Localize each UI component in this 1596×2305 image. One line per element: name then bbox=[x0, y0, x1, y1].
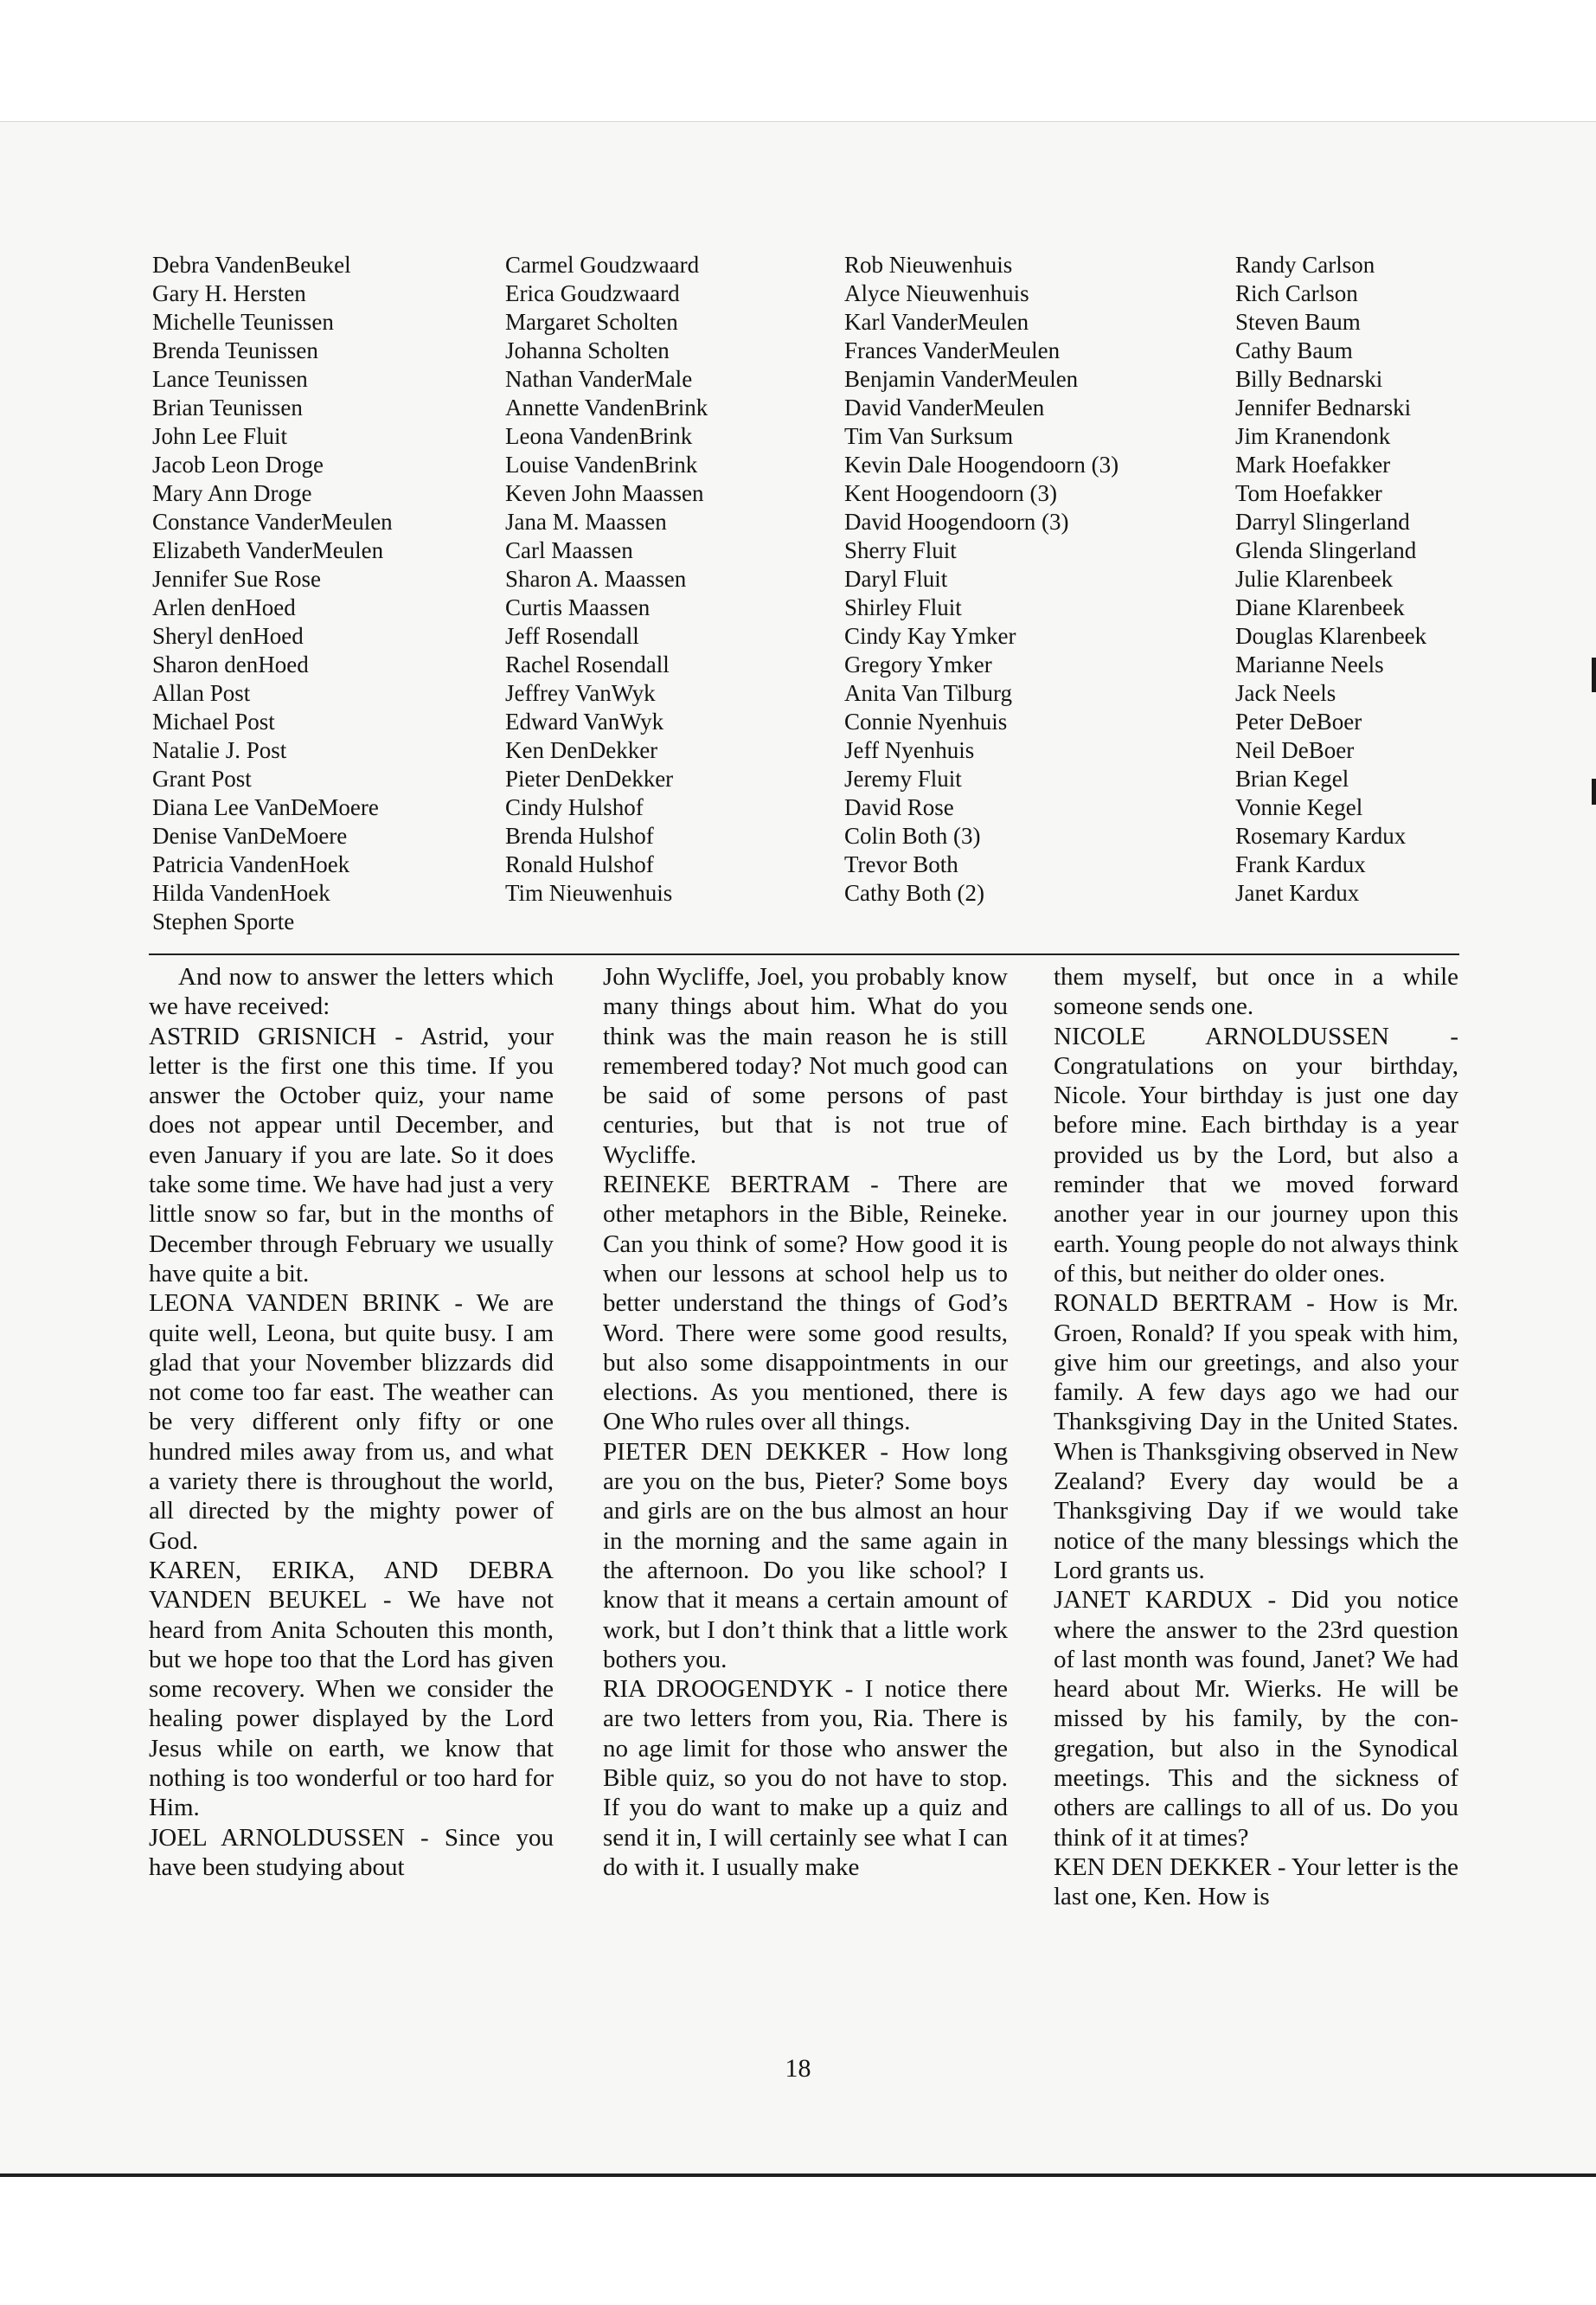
name-entry: Louise VandenBrink bbox=[505, 452, 698, 478]
name-entry: Hilda VandenHoek bbox=[152, 880, 330, 906]
name-entry: Elizabeth VanderMeulen bbox=[152, 537, 384, 563]
name-entry: Diana Lee VanDeMoere bbox=[152, 794, 379, 820]
name-entry: Randy Carlson bbox=[1235, 252, 1375, 278]
name-entry: Daryl Fluit bbox=[844, 566, 948, 592]
name-entry: Peter DeBoer bbox=[1235, 709, 1362, 735]
name-entry: Arlen denHoed bbox=[152, 594, 296, 620]
name-entry: Jennifer Sue Rose bbox=[152, 566, 321, 592]
name-entry: Sherry Fluit bbox=[844, 537, 957, 563]
name-entry: David Rose bbox=[844, 794, 954, 820]
name-entry: Mary Ann Droge bbox=[152, 480, 312, 506]
name-entry: Curtis Maassen bbox=[505, 594, 651, 620]
name-entry: Frank Kardux bbox=[1235, 851, 1366, 877]
name-entry: Trevor Both bbox=[844, 851, 958, 877]
name-entry: Patricia VandenHoek bbox=[152, 851, 350, 877]
name-entry: John Lee Fluit bbox=[152, 423, 287, 449]
name-entry: Ken DenDekker bbox=[505, 737, 658, 763]
letter-paragraph: them myself, but once in a while someone sends one. bbox=[1054, 963, 1458, 1021]
name-entry: Tim Van Surksum bbox=[844, 423, 1014, 449]
name-entry: Carmel Goudzwaard bbox=[505, 252, 700, 278]
name-entry: Brenda Teunissen bbox=[152, 337, 318, 363]
name-entry: Diane Klarenbeek bbox=[1235, 594, 1405, 620]
name-entry: Anita Van Tilburg bbox=[844, 680, 1013, 706]
name-entry: Janet Kardux bbox=[1235, 880, 1360, 906]
name-entry: Kevin Dale Hoogendoorn (3) bbox=[844, 452, 1119, 478]
letter-paragraph: RONALD BERTRAM - How is Mr. Groen, Ronald? If you speak with him, give him our greetings, and also your family. A few days ago we had our Thanksgiving Day in the United States. When is Thanksgiving observed in New Zealand? Every day would be a Thanksgiving Day if we would take notice of the many blessings which the Lord grants us. bbox=[1054, 1289, 1458, 1584]
letters-column-1 bbox=[149, 962, 554, 1882]
name-entry: Pieter DenDekker bbox=[505, 766, 674, 792]
name-entry: Lance Teunissen bbox=[152, 366, 308, 392]
name-entry: Allan Post bbox=[152, 680, 251, 706]
letter-paragraph: JOEL ARNOLDUSSEN - Since you have been studying about bbox=[149, 1823, 554, 1881]
name-entry: Rich Carlson bbox=[1235, 280, 1358, 306]
name-entry: Connie Nyenhuis bbox=[844, 709, 1008, 735]
name-entry: Neil DeBoer bbox=[1235, 737, 1355, 763]
name-entry: Michael Post bbox=[152, 709, 275, 735]
name-entry: Ronald Hulshof bbox=[505, 851, 654, 877]
letters-section bbox=[0, 962, 1596, 2026]
page-top-edge bbox=[0, 0, 1596, 122]
letter-paragraph: ASTRID GRISNICH - Astrid, your letter is the first one this time. If you answer the October quiz, your name does not appear until December, and even January if you are late. So it does take some time. We have had just a very little snow so far, but in the months of December through February we usually have quite a bit. bbox=[149, 1022, 554, 1287]
name-entry: Cathy Both (2) bbox=[844, 880, 984, 906]
letter-paragraph: NICOLE ARNOLDUSSEN - Congratulations on your birthday, Nicole. Your birthday is just one day before mine. Each birthday is a year provided us by the Lord, but also a reminder that we moved forward another year in our journey upon this earth. Young people do not always think of this, but neither do older ones. bbox=[1054, 1022, 1458, 1287]
letter-paragraph: And now to answer the letters which we have received: bbox=[149, 963, 554, 1021]
name-entry: Keven John Maassen bbox=[505, 480, 704, 506]
name-entry: Margaret Scholten bbox=[505, 309, 678, 335]
name-entry: Grant Post bbox=[152, 766, 252, 792]
section-divider bbox=[149, 953, 1459, 955]
name-entry: Annette VandenBrink bbox=[505, 395, 708, 421]
name-entry: Marianne Neels bbox=[1235, 652, 1384, 677]
names-column-1 bbox=[152, 251, 393, 936]
letters-column-3 bbox=[1054, 962, 1458, 1912]
name-entry: Gregory Ymker bbox=[844, 652, 992, 677]
name-entry: Shirley Fluit bbox=[844, 594, 962, 620]
name-entry: Constance VanderMeulen bbox=[152, 509, 393, 535]
name-entry: Leona VandenBrink bbox=[505, 423, 693, 449]
name-entry: Douglas Klarenbeek bbox=[1235, 623, 1427, 649]
name-entry: Tim Nieuwenhuis bbox=[505, 880, 673, 906]
name-entry: Mark Hoefakker bbox=[1235, 452, 1391, 478]
name-entry: Stephen Sporte bbox=[152, 909, 295, 934]
name-entry: Jim Kranendonk bbox=[1235, 423, 1391, 449]
names-column-3 bbox=[844, 251, 1118, 908]
letter-paragraph: RIA DROOGENDYK - I notice there are two letters from you, Ria. There is no age limit for those who answer the Bible quiz, so you do not have to stop. If you do want to make up a quiz and send it in, I will certainly see what I can do with it. I usually make bbox=[603, 1675, 1008, 1881]
name-entry: Frances VanderMeulen bbox=[844, 337, 1061, 363]
name-entry: Nathan VanderMale bbox=[505, 366, 693, 392]
names-column-2 bbox=[505, 251, 708, 908]
letter-paragraph: JANET KARDUX - Did you notice where the answer to the 23rd question of last month was found, Janet? We had heard about Mr. Wierks. He will be missed by his family, by the congregation, but also in the Synodical meetings. This and the sickness of others are callings to all of us. Do you think of it at times? bbox=[1054, 1586, 1458, 1852]
name-entry: Alyce Nieuwenhuis bbox=[844, 280, 1029, 306]
letter-paragraph: KEN DEN DEKKER - Your letter is the last one, Ken. How is bbox=[1054, 1852, 1458, 1911]
name-entry: David VanderMeulen bbox=[844, 395, 1045, 421]
name-entry: Jeffrey VanWyk bbox=[505, 680, 656, 706]
name-entry: Jennifer Bednarski bbox=[1235, 395, 1412, 421]
name-entry: Jeff Nyenhuis bbox=[844, 737, 975, 763]
name-entry: Cindy Kay Ymker bbox=[844, 623, 1016, 649]
name-entry: Steven Baum bbox=[1235, 309, 1361, 335]
name-entry: Vonnie Kegel bbox=[1235, 794, 1363, 820]
name-entry: Billy Bednarski bbox=[1235, 366, 1383, 392]
name-entry: Rob Nieuwenhuis bbox=[844, 252, 1013, 278]
letter-paragraph: John Wycliffe, Joel, you probably know many things about him. What do you think was the main reason he is still remembered today? Not much good can be said of some persons of past centuries, but that is not true of Wycliffe. bbox=[603, 963, 1008, 1169]
name-entry: Natalie J. Post bbox=[152, 737, 287, 763]
names-column-4 bbox=[1235, 251, 1426, 908]
letter-paragraph: REINEKE BERTRAM - There are other metaphors in the Bible, Reineke. Can you think of some? How good it is when our lessons at school help us to better understand the things of God’s Word. There were some good results, but also some disappointments in our elections. As you mentioned, there is One Who rules over all things. bbox=[603, 1171, 1008, 1436]
letters-column-2 bbox=[603, 962, 1008, 1882]
name-entry: Denise VanDeMoere bbox=[152, 823, 348, 849]
names-list-section bbox=[0, 251, 1596, 943]
name-entry: Tom Hoefakker bbox=[1235, 480, 1382, 506]
name-entry: Michelle Teunissen bbox=[152, 309, 334, 335]
name-entry: Jeremy Fluit bbox=[844, 766, 962, 792]
name-entry: Julie Klarenbeek bbox=[1235, 566, 1394, 592]
name-entry: Carl Maassen bbox=[505, 537, 633, 563]
name-entry: Jack Neels bbox=[1235, 680, 1336, 706]
name-entry: Jacob Leon Droge bbox=[152, 452, 324, 478]
name-entry: Colin Both (3) bbox=[844, 823, 981, 849]
name-entry: Sheryl denHoed bbox=[152, 623, 304, 649]
name-entry: Johanna Scholten bbox=[505, 337, 670, 363]
page-number: 18 bbox=[785, 2054, 811, 2083]
name-entry: Debra VandenBeukel bbox=[152, 252, 351, 278]
name-entry: Edward VanWyk bbox=[505, 709, 664, 735]
page-bottom-edge bbox=[0, 2173, 1596, 2305]
name-entry: Glenda Slingerland bbox=[1235, 537, 1417, 563]
name-entry: Cathy Baum bbox=[1235, 337, 1353, 363]
name-entry: Erica Goudzwaard bbox=[505, 280, 680, 306]
name-entry: Jeff Rosendall bbox=[505, 623, 639, 649]
name-entry: Karl VanderMeulen bbox=[844, 309, 1029, 335]
letter-paragraph: KAREN, ERIKA, AND DEBRA VANDEN BEUKEL - We have not heard from Anita Schouten this month, but we hope too that the Lord has given some recovery. When we consider the healing power displayed by the Lord Jesus while on earth, we know that nothing is too wonderful or too hard for Him. bbox=[149, 1556, 554, 1822]
name-entry: Darryl Slingerland bbox=[1235, 509, 1410, 535]
name-entry: Kent Hoogendoorn (3) bbox=[844, 480, 1057, 506]
name-entry: Jana M. Maassen bbox=[505, 509, 667, 535]
name-entry: Brenda Hulshof bbox=[505, 823, 654, 849]
name-entry: Gary H. Hersten bbox=[152, 280, 306, 306]
name-entry: David Hoogendoorn (3) bbox=[844, 509, 1069, 535]
name-entry: Rachel Rosendall bbox=[505, 652, 670, 677]
name-entry: Brian Teunissen bbox=[152, 395, 303, 421]
name-entry: Brian Kegel bbox=[1235, 766, 1349, 792]
name-entry: Sharon A. Maassen bbox=[505, 566, 687, 592]
name-entry: Benjamin VanderMeulen bbox=[844, 366, 1079, 392]
letter-paragraph: PIETER DEN DEKKER - How long are you on the bus, Pieter? Some boys and girls are on the bus almost an hour in the morning and the same again in the afternoon. Do you like school? I know that it means a certain amount of work, but I don’t think that a little work bothers you. bbox=[603, 1437, 1008, 1673]
name-entry: Cindy Hulshof bbox=[505, 794, 644, 820]
name-entry: Rosemary Kardux bbox=[1235, 823, 1407, 849]
letter-paragraph: LEONA VANDEN BRINK - We are quite well, Leona, but quite busy. I am glad that your November blizzards did not come too far east. The weather can be very different only fifty or one hundred miles away from us, and what a variety there is throughout the world, all directed by the mighty power of God. bbox=[149, 1289, 554, 1555]
name-entry: Sharon denHoed bbox=[152, 652, 309, 677]
